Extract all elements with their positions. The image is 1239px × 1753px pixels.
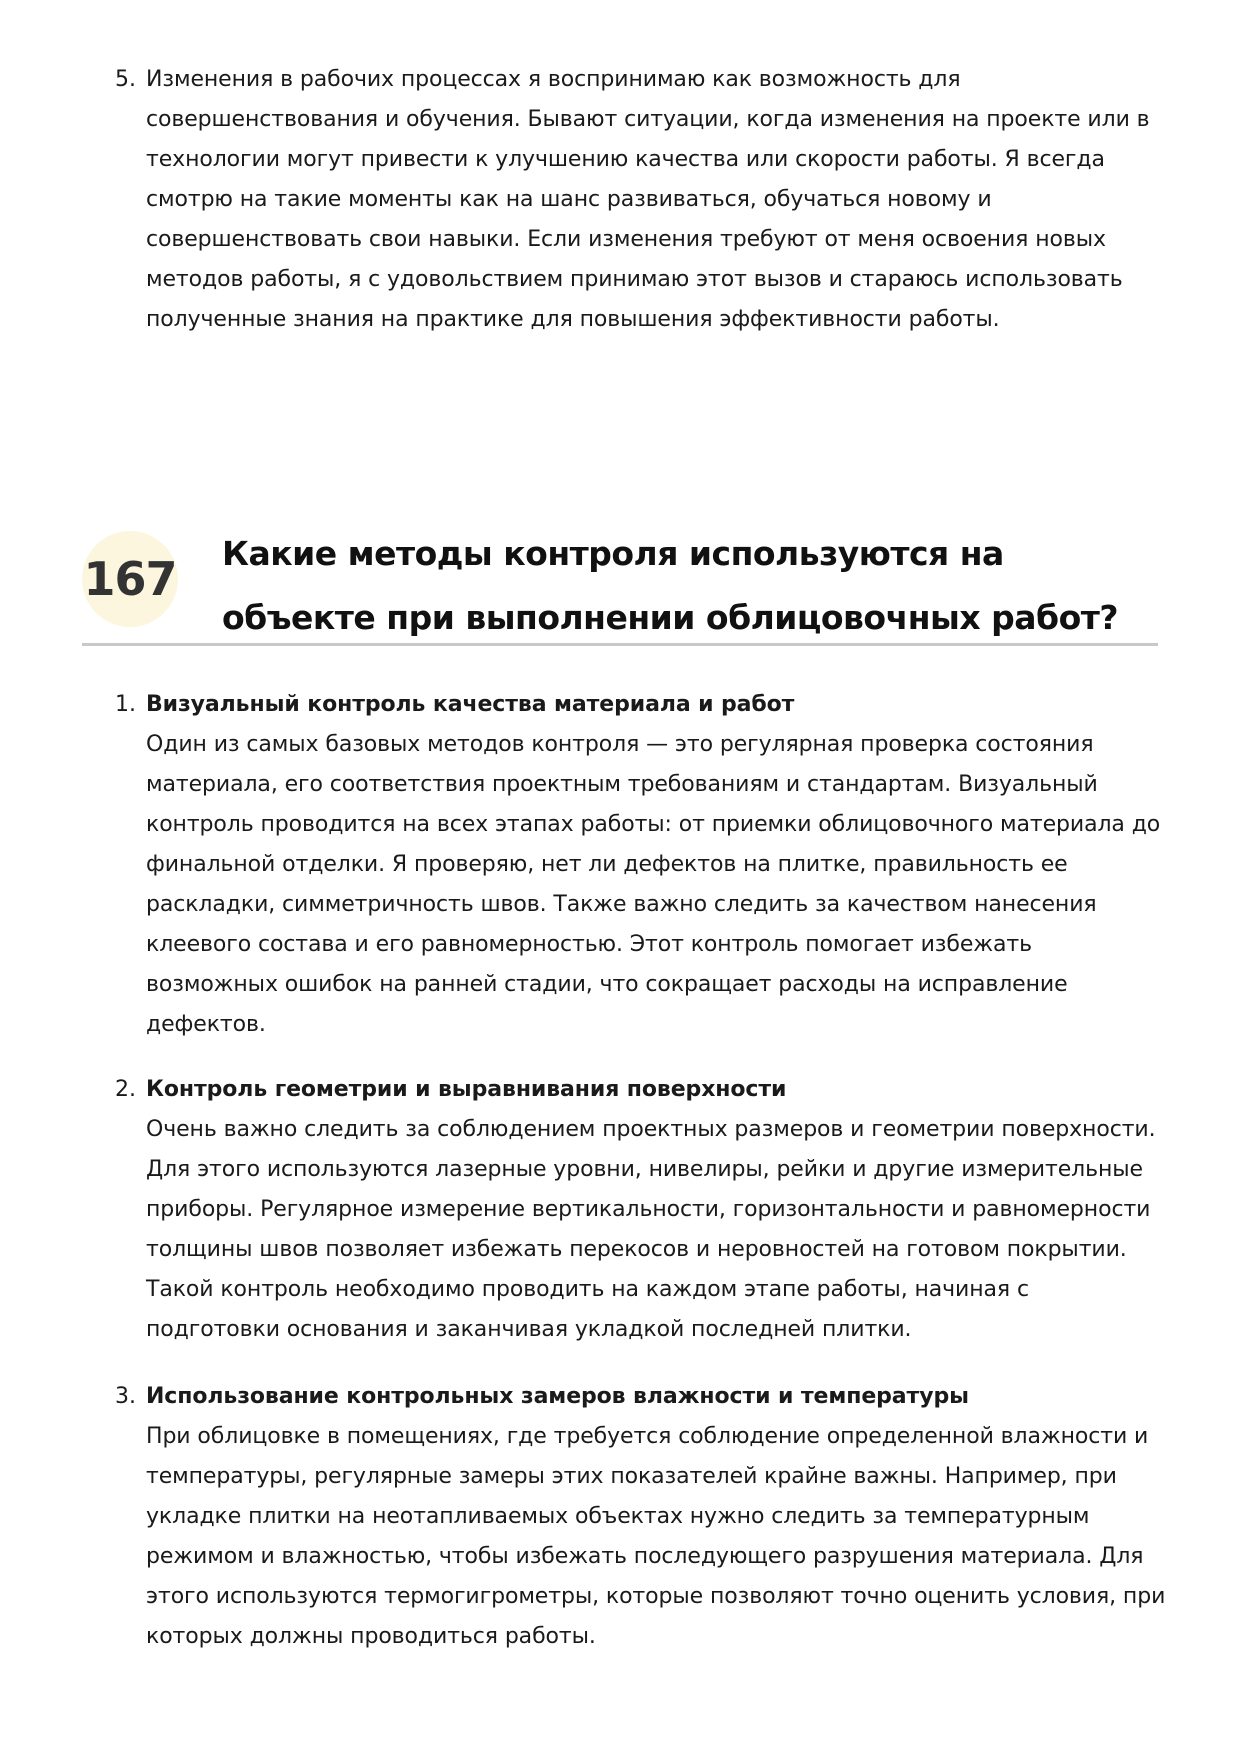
list-item-content bbox=[146, 1070, 1166, 1350]
list-item-title: Использование контрольных замеров влажности и температуры bbox=[146, 1384, 969, 1409]
list-item-text: Изменения в рабочих процессах я воспринимаю как возможность для совершенствования и обучения. Бывают ситуации, когда изменения на проекте или в технологии могут привести к улучшению качества или скорости работы. Я всегда смотрю на такие моменты как на шанс развиваться, обучаться новому и совершенствовать свои навыки. Если изменения требуют от меня освоения новых методов работы, я с удовольствием принимаю этот вызов и стараюсь использовать полученные знания на практике для повышения эффективности работы. bbox=[146, 67, 1150, 332]
list-item-number: 2. bbox=[115, 1077, 136, 1102]
list-item-text: При облицовке в помещениях, где требуется соблюдение определенной влажности и температуры, регулярные замеры этих показателей крайне важны. Например, при укладке плитки на неотапливаемых объектах нужно следить за температурным режимом и влажностью, чтобы избежать последующего разрушения материала. Для этого используются термогигрометры, которые позволяют точно оценить условия, при которых должны проводиться работы. bbox=[146, 1424, 1166, 1649]
question-number-badge bbox=[82, 531, 178, 627]
question-title: Какие методы контроля используются на объекте при выполнении облицовочных работ? bbox=[222, 534, 1119, 637]
list-item-title: Визуальный контроль качества материала и работ bbox=[146, 692, 795, 717]
question-header bbox=[82, 522, 1158, 647]
header-divider bbox=[82, 643, 1158, 646]
question-number: 167 bbox=[83, 552, 177, 606]
list-item-content bbox=[146, 60, 1166, 340]
list-item-content bbox=[146, 685, 1166, 1045]
list-item-text: Один из самых базовых методов контроля — это регулярная проверка состояния материала, его соответствия проектным требованиям и стандартам. Визуальный контроль проводится на всех этапах работы: от приемки облицовочного материала до финальной отделки. Я проверяю, нет ли дефектов на плитке, правильность ее раскладки, симметричность швов. Также важно следить за качеством нанесения клеевого состава и его равномерностью. Этот контроль помогает избежать возможных ошибок на ранней стадии, что сокращает расходы на исправление дефектов. bbox=[146, 732, 1161, 1037]
list-item-text: Очень важно следить за соблюдением проектных размеров и геометрии поверхности. Для этого используются лазерные уровни, нивелиры, рейки и другие измерительные приборы. Регулярное измерение вертикальности, горизонтальности и равномерности толщины швов позволяет избежать перекосов и неровностей на готовом покрытии. Такой контроль необходимо проводить на каждом этапе работы, начиная с подготовки основания и заканчивая укладкой последней плитки. bbox=[146, 1117, 1156, 1342]
list-item-number: 3. bbox=[115, 1384, 136, 1409]
list-item-title: Контроль геометрии и выравнивания поверхности bbox=[146, 1077, 787, 1102]
list-item-number: 1. bbox=[115, 692, 136, 717]
list-item-number: 5. bbox=[115, 67, 136, 92]
list-item-content bbox=[146, 1377, 1166, 1657]
